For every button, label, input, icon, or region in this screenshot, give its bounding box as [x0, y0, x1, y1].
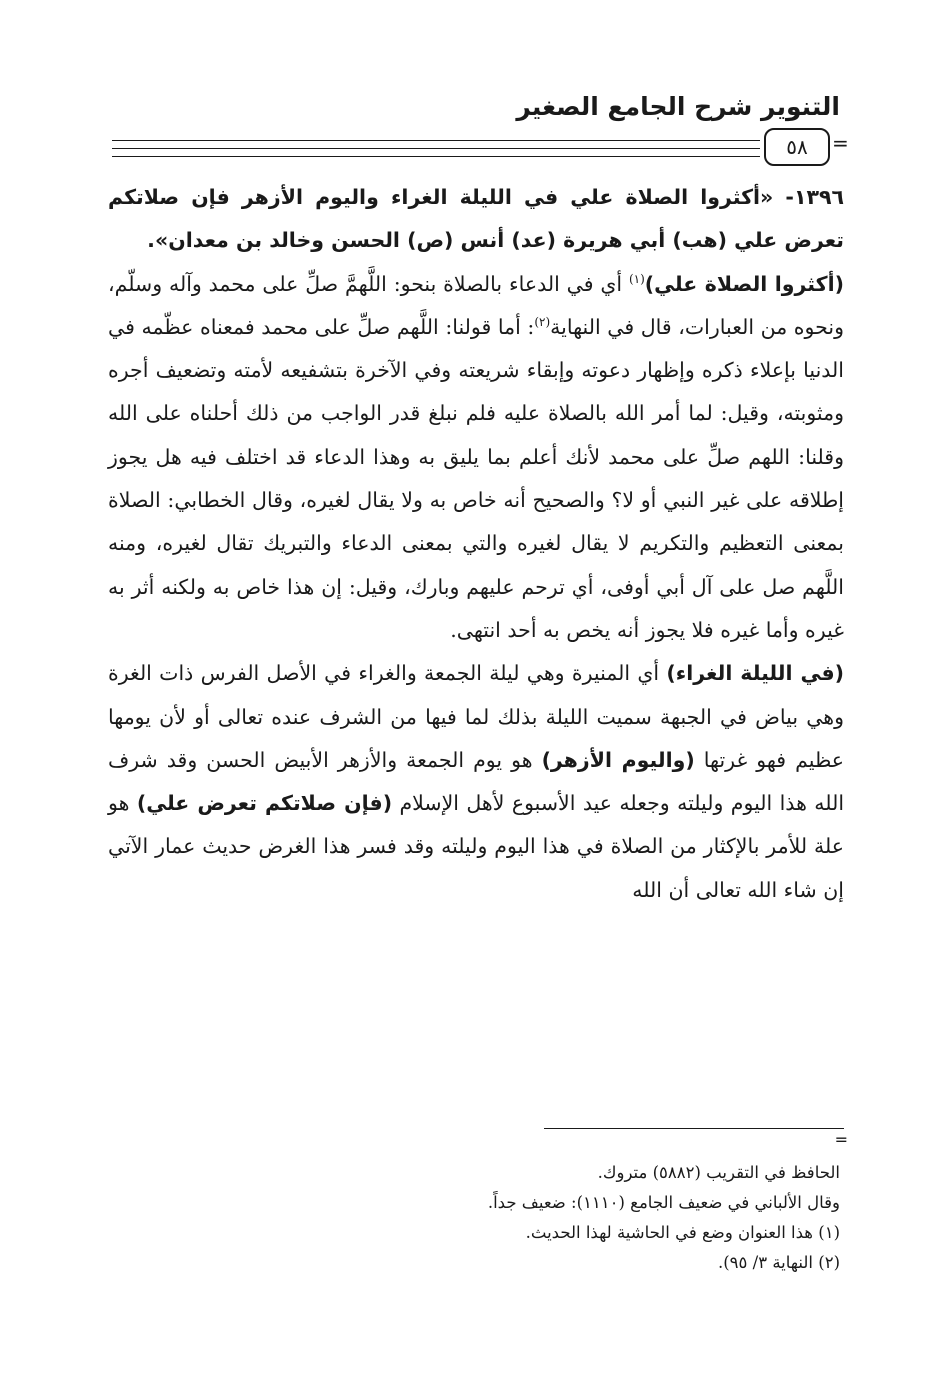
hadith-text: ١٣٩٦- «أكثروا الصلاة علي في الليلة الغراء واليوم الأزهر فإن صلاتكم تعرض علي (هب) أبي هريرة (عد) أنس (ص) الحسن وخالد بن معدان». — [108, 185, 844, 253]
main-text — [108, 176, 844, 912]
footnote-line: وقال الألباني في ضعيف الجامع (١١١٠): ضعيف جداً. — [487, 1193, 840, 1212]
header-rule-middle — [112, 148, 760, 149]
paragraph-text: أي المنيرة وهي ليلة الجمعة والغراء في الأصل الفرس ذات الغرة وهي بياض في الجبهة سميت الليلة بذلك لما فيها من الشرف عنده تعالى أو لأن يومها عظيم فهو غرتها — [108, 661, 844, 772]
header-rule-top — [112, 140, 760, 141]
commentary-paragraph-2 — [108, 652, 844, 912]
page-number-mark: = — [832, 131, 849, 155]
footnote-ref-2: (٢) — [534, 315, 551, 330]
page-number: ٥٨ — [764, 128, 830, 166]
footnote-line: (١) هذا العنوان وضع في الحاشية لهذا الحديث. — [525, 1223, 840, 1242]
commentary-paragraph-1 — [108, 263, 844, 653]
paragraph-text: أي في الدعاء بالصلاة بنحو: اللَّهمَّ صلِّ على محمد وآله وسلّم، ونحوه من العبارات، قال في النهاية — [108, 271, 844, 339]
footnote-line: (٢) النهاية ٣/ ٩٥). — [717, 1253, 840, 1272]
bold-phrase-2: (واليوم الأزهر) — [541, 747, 695, 772]
bold-phrase-1: (في الليلة الغراء) — [666, 661, 844, 686]
header-rule-bottom — [112, 156, 760, 157]
bold-lead-phrase: (أكثروا الصلاة علي) — [644, 271, 844, 296]
footnote-ref-1: (١) — [628, 271, 645, 286]
paragraph-text: هو يوم الجمعة والأزهر الأبيض الحسن وقد شرف الله هذا اليوم وليلته وجعله عيد الأسبوع لأهل الإسلام — [108, 747, 845, 816]
footnote-separator — [544, 1128, 844, 1129]
footnote-continuation-mark: = — [834, 1130, 848, 1149]
footnotes — [240, 1158, 840, 1278]
paragraph-text: هو علة للأمر بالإكثار من الصلاة في هذا اليوم وليلته وقد فسر هذا الغرض حديث عمار الآتي إن شاء الله تعالى أن الله — [108, 791, 844, 902]
paragraph-text: : أما قولنا: اللَّهم صلِّ على محمد فمعناه عظّمه في الدنيا بإعلاء ذكره وإظهار دعوته وإبقاء شريعته وفي الآخرة بتشفيعه لأمته وتضعيف أجره ومثوبته، وقيل: لما أمر الله بالصلاة عليه فلم نبلغ قدر الواجب من ذلك أحلناه على الله وقلنا: اللهم صلِّ على محمد لأنك أعلم بما يليق به وهذا الدعاء قد اختلف فيه هل يجوز إطلاقه على غير النبي أو لا؟ والصحيح أنه خاص به ولا يقال لغيره، وقال الخطابي: الصلاة بمعنى التعظيم والتكريم لا يقال لغيره والتي بمعنى الدعاء والتبريك تقال لغيره، ومنه اللَّهم صل على آل أبي أوفى، أي ترحم عليهم وبارك، وقيل: إن هذا خاص به ولكنه أثر به غيره وأما غيره فلا يجوز أنه يخص به أحد انتهى. — [108, 314, 844, 642]
running-header-title: التنوير شرح الجامع الصغير — [516, 92, 840, 121]
footnote-line: الحافظ في التقريب (٥٨٨٢) متروك. — [597, 1163, 840, 1182]
bold-phrase-3: (فإن صلاتكم تعرض علي) — [136, 791, 393, 816]
